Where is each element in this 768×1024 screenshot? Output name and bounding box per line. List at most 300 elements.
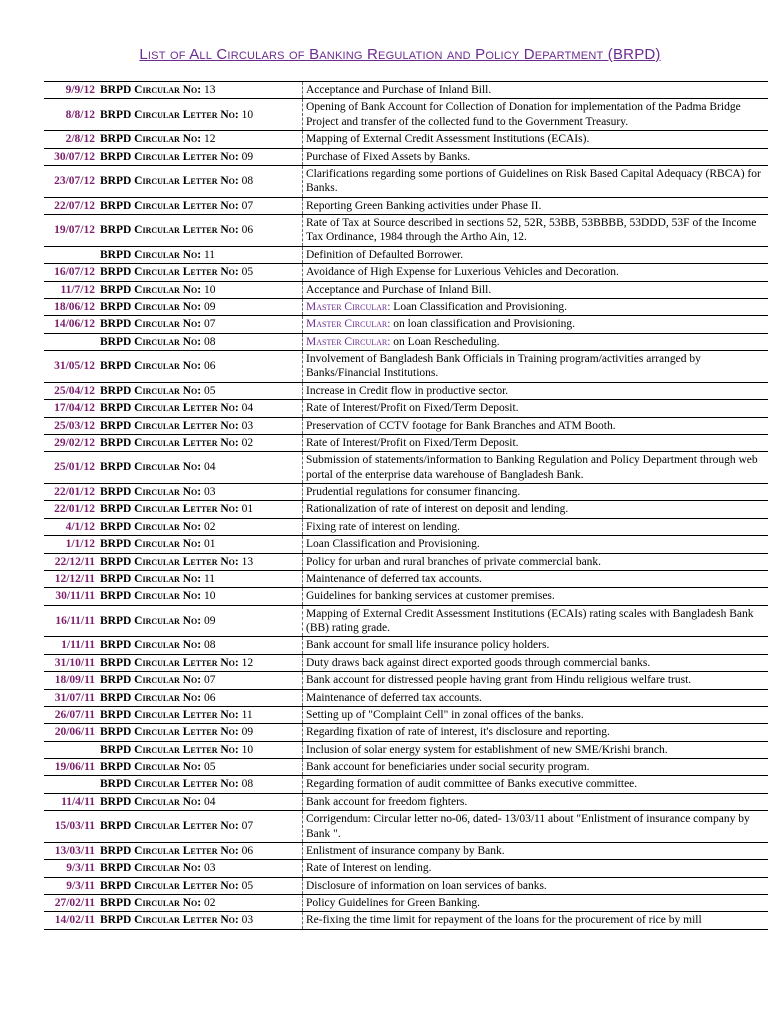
- circular-subject: Loan Classification and Provisioning.: [306, 538, 480, 551]
- circular-type: BRPD Circular Letter No:: [100, 266, 239, 279]
- circular-type: BRPD Circular No:: [100, 674, 202, 687]
- circular-type: BRPD Circular No:: [100, 538, 202, 551]
- circular-subject: Avoidance of High Expense for Luxerious Vehicles and Decoration.: [306, 266, 619, 279]
- circular-date: 8/8/12: [65, 108, 95, 121]
- circular-number: 08: [203, 639, 216, 652]
- circular-date: 9/9/12: [65, 84, 95, 96]
- circular-subject-cell: [303, 215, 768, 247]
- circular-subject-cell: [303, 860, 768, 877]
- table-row: [44, 400, 768, 417]
- circular-date: 18/06/12: [54, 300, 95, 313]
- circular-type-cell: [97, 99, 303, 131]
- circular-type-cell: [97, 518, 303, 535]
- circular-date: 22/01/12: [54, 503, 95, 516]
- circular-type: BRPD Circular No:: [100, 318, 202, 331]
- circular-type-cell: [97, 860, 303, 877]
- circular-type: BRPD Circular No:: [100, 384, 202, 397]
- circular-subject-cell: [303, 281, 768, 298]
- circular-type-cell: [97, 165, 303, 197]
- table-row: [44, 264, 768, 281]
- circular-subject: Rate of Interest/Profit on Fixed/Term Deposit.: [306, 436, 519, 449]
- circular-date: 9/3/11: [66, 879, 95, 892]
- circular-date: [44, 741, 97, 758]
- circular-date: 17/04/12: [54, 402, 95, 415]
- table-row: [44, 281, 768, 298]
- circular-subject-cell: [303, 99, 768, 131]
- circular-type: BRPD Circular Letter No:: [100, 743, 239, 756]
- circular-subject-cell: [303, 351, 768, 383]
- circular-number: 11: [203, 248, 216, 261]
- page-title: List of All Circulars of Banking Regulation and Policy Department (BRPD): [139, 46, 661, 63]
- circular-subject-cell: [303, 246, 768, 263]
- circular-number: 01: [241, 503, 254, 516]
- circular-subject: Maintenance of deferred tax accounts.: [306, 572, 482, 585]
- circular-type-cell: [97, 793, 303, 810]
- circular-type: BRPD Circular No:: [100, 614, 202, 627]
- circular-type: BRPD Circular No:: [100, 84, 202, 96]
- circular-subject-cell: [303, 588, 768, 605]
- table-row: [44, 518, 768, 535]
- table-row: [44, 484, 768, 501]
- circular-subject: Rate of Interest/Profit on Fixed/Term Deposit.: [306, 402, 519, 415]
- circular-type-cell: [97, 741, 303, 758]
- circular-subject-cell: [303, 501, 768, 518]
- circular-subject: Rate of Tax at Source described in sections 52, 52R, 53BB, 53BBBB, 53DDD, 53F of the Income Tax Ordinance, 1984 through the Artho Ain, 12.: [306, 217, 757, 244]
- circular-subject-cell: [303, 706, 768, 723]
- circular-subject: Mapping of External Credit Assessment Institutions (ECAIs) rating scales with Bangladesh Bank (BB) rating grade.: [306, 607, 754, 634]
- table-row: [44, 165, 768, 197]
- circular-type-cell: [97, 759, 303, 776]
- circular-subject-cell: [303, 895, 768, 912]
- circular-subject: Clarifications regarding some portions of Guidelines on Risk Based Capital Adequacy (RBCA) for Banks.: [306, 167, 761, 195]
- circular-subject-cell: [303, 316, 768, 333]
- circular-type-cell: [97, 264, 303, 281]
- circular-type-cell: [97, 82, 303, 99]
- circular-subject-cell: [303, 553, 768, 570]
- table-row: [44, 246, 768, 263]
- circular-subject: Submission of statements/information to Banking Regulation and Policy Department through web portal of the enterprise data warehouse of Bangladesh Bank.: [306, 454, 758, 481]
- circular-type: BRPD Circular Letter No:: [100, 436, 239, 449]
- circular-subject-cell: [303, 518, 768, 535]
- circular-subject: Loan Classification and Provisioning.: [393, 300, 568, 313]
- circular-type: BRPD Circular No:: [100, 862, 202, 875]
- circular-date: 11/4/11: [61, 795, 95, 808]
- circular-number: 02: [241, 436, 254, 449]
- circular-date: [44, 776, 97, 793]
- circular-date: 25/03/12: [54, 419, 95, 432]
- circular-type-cell: [97, 895, 303, 912]
- circular-date: 14/06/12: [54, 318, 95, 331]
- circular-number: 03: [241, 914, 254, 927]
- circular-type-cell: [97, 536, 303, 553]
- circular-number: 13: [203, 84, 216, 96]
- master-circular-label: Master Circular:: [306, 318, 391, 331]
- circular-number: 06: [203, 360, 216, 373]
- circular-subject-cell: [303, 484, 768, 501]
- circular-type: BRPD Circular No:: [100, 590, 202, 603]
- circular-number: 02: [203, 520, 216, 533]
- circular-type-cell: [97, 197, 303, 214]
- circular-type-cell: [97, 434, 303, 451]
- circular-type-cell: [97, 912, 303, 929]
- circular-type-cell: [97, 351, 303, 383]
- circulars-table-body: [44, 82, 768, 930]
- circular-type: BRPD Circular No:: [100, 520, 202, 533]
- table-row: [44, 689, 768, 706]
- circular-number: 08: [241, 175, 254, 188]
- circular-type-cell: [97, 281, 303, 298]
- circular-subject-cell: [303, 570, 768, 587]
- circular-subject-cell: [303, 417, 768, 434]
- circular-type: BRPD Circular Letter No:: [100, 778, 239, 791]
- circular-type: BRPD Circular No:: [100, 897, 202, 909]
- circular-subject-cell: [303, 400, 768, 417]
- circular-type-cell: [97, 148, 303, 165]
- table-row: [44, 197, 768, 214]
- circular-subject: on Loan Rescheduling.: [393, 335, 500, 348]
- circular-type-cell: [97, 706, 303, 723]
- circular-type: BRPD Circular No:: [100, 300, 202, 313]
- circular-subject: Preservation of CCTV footage for Bank Branches and ATM Booth.: [306, 419, 616, 432]
- table-row: [44, 553, 768, 570]
- circular-type-cell: [97, 689, 303, 706]
- table-row: [44, 672, 768, 689]
- circular-subject-cell: [303, 741, 768, 758]
- circular-type-cell: [97, 246, 303, 263]
- circular-type: BRPD Circular Letter No:: [100, 150, 239, 163]
- circular-type: BRPD Circular No:: [100, 761, 202, 773]
- circular-subject-cell: [303, 793, 768, 810]
- table-row: [44, 759, 768, 776]
- table-row: [44, 706, 768, 723]
- circular-type-cell: [97, 842, 303, 859]
- circular-subject: Acceptance and Purchase of Inland Bill.: [306, 84, 492, 96]
- circular-subject: Disclosure of information on loan services of banks.: [306, 879, 547, 892]
- circular-type: BRPD Circular No:: [100, 133, 202, 146]
- table-row: [44, 811, 768, 843]
- circular-type-cell: [97, 570, 303, 587]
- table-row: [44, 417, 768, 434]
- circular-subject-cell: [303, 672, 768, 689]
- circular-type-cell: [97, 553, 303, 570]
- circular-date: 22/01/12: [54, 486, 95, 498]
- circular-date: 25/01/12: [54, 461, 95, 474]
- circular-date: 12/12/11: [54, 572, 95, 585]
- circular-type-cell: [97, 605, 303, 637]
- circular-number: 10: [241, 743, 254, 756]
- table-row: [44, 776, 768, 793]
- circular-date: 22/12/11: [54, 555, 95, 568]
- circular-type-cell: [97, 131, 303, 148]
- circular-subject-cell: [303, 264, 768, 281]
- circular-number: 09: [241, 150, 254, 163]
- circular-subject-cell: [303, 689, 768, 706]
- table-row: [44, 82, 768, 99]
- table-row: [44, 382, 768, 399]
- circular-type: BRPD Circular Letter No:: [100, 555, 239, 568]
- circular-subject-cell: [303, 811, 768, 843]
- circular-subject: Bank account for distressed people having grant from Hindu religious welfare trust.: [306, 674, 692, 687]
- circular-subject-cell: [303, 333, 768, 350]
- circular-number: 05: [241, 879, 254, 892]
- circular-type-cell: [97, 654, 303, 671]
- circular-subject-cell: [303, 165, 768, 197]
- circular-subject: Fixing rate of interest on lending.: [306, 520, 460, 533]
- circular-subject: Rate of Interest on lending.: [306, 862, 432, 875]
- circular-type: BRPD Circular Letter No:: [100, 503, 239, 516]
- circular-subject: Corrigendum: Circular letter no-06, dated- 13/03/11 about "Enlistment of insurance company by Bank ".: [306, 813, 750, 840]
- table-row: [44, 351, 768, 383]
- circular-type-cell: [97, 417, 303, 434]
- circular-date: 27/02/11: [54, 897, 95, 909]
- table-row: [44, 741, 768, 758]
- circular-date: [44, 246, 97, 263]
- circular-subject: Re-fixing the time limit for repayment of the loans for the procurement of rice by mill: [306, 914, 702, 927]
- circular-subject: Bank account for freedom fighters.: [306, 795, 468, 808]
- circular-number: 10: [203, 283, 216, 296]
- circular-date: 31/10/11: [54, 656, 95, 669]
- circular-type: BRPD Circular Letter No:: [100, 108, 239, 121]
- circular-date: 23/07/12: [54, 175, 95, 188]
- circular-number: 03: [203, 486, 216, 498]
- circular-subject: Setting up of "Complaint Cell" in zonal offices of the banks.: [306, 708, 584, 721]
- circular-type-cell: [97, 382, 303, 399]
- circular-type: BRPD Circular Letter No:: [100, 844, 239, 857]
- circular-subject: Mapping of External Credit Assessment Institutions (ECAIs).: [306, 133, 590, 146]
- circular-subject: Bank account for small life insurance policy holders.: [306, 639, 550, 652]
- table-row: [44, 148, 768, 165]
- circular-subject-cell: [303, 452, 768, 484]
- table-row: [44, 316, 768, 333]
- circular-date: 9/3/11: [66, 862, 95, 875]
- circular-type: BRPD Circular No:: [100, 360, 202, 373]
- circular-subject: Opening of Bank Account for Collection of Donation for implementation of the Padma Bridge Project and transfer of the collected fund to the Government Treasury.: [306, 101, 741, 128]
- circular-subject: Rationalization of rate of interest on deposit and lending.: [306, 503, 569, 516]
- master-circular-label: Master Circular:: [306, 300, 391, 313]
- circular-subject: Bank account for beneficiaries under social security program.: [306, 761, 590, 773]
- circular-number: 10: [203, 590, 216, 603]
- circular-type-cell: [97, 452, 303, 484]
- circular-date: 16/11/11: [55, 614, 95, 627]
- circular-subject: Policy for urban and rural branches of private commercial bank.: [306, 555, 602, 568]
- circular-type-cell: [97, 333, 303, 350]
- circular-subject-cell: [303, 131, 768, 148]
- circular-subject-cell: [303, 759, 768, 776]
- circular-subject-cell: [303, 434, 768, 451]
- circular-subject-cell: [303, 298, 768, 315]
- circular-date: 1/11/11: [61, 639, 95, 652]
- circular-number: 08: [203, 335, 216, 348]
- master-circular-label: Master Circular:: [306, 335, 391, 348]
- circular-subject: Maintenance of deferred tax accounts.: [306, 691, 482, 704]
- circular-number: 07: [203, 318, 216, 331]
- circular-subject-cell: [303, 842, 768, 859]
- circular-subject: Increase in Credit flow in productive sector.: [306, 384, 509, 397]
- circular-number: 04: [203, 461, 216, 474]
- circular-subject: Policy Guidelines for Green Banking.: [306, 897, 481, 909]
- circular-date: 1/1/12: [65, 538, 95, 551]
- circular-subject-cell: [303, 912, 768, 929]
- circular-type-cell: [97, 298, 303, 315]
- circular-date: 15/03/11: [54, 820, 95, 833]
- circular-type: BRPD Circular Letter No:: [100, 726, 239, 739]
- table-row: [44, 793, 768, 810]
- circular-number: 05: [203, 761, 216, 773]
- table-row: [44, 912, 768, 929]
- circular-type: BRPD Circular Letter No:: [100, 820, 239, 833]
- circular-type: BRPD Circular Letter No:: [100, 175, 239, 188]
- circular-type-cell: [97, 811, 303, 843]
- circular-type: BRPD Circular No:: [100, 486, 202, 498]
- circular-type-cell: [97, 316, 303, 333]
- circular-subject-cell: [303, 536, 768, 553]
- circular-type: BRPD Circular Letter No:: [100, 199, 239, 212]
- circular-number: 02: [203, 897, 216, 909]
- circular-date: 31/05/12: [54, 360, 95, 373]
- circulars-table: [44, 81, 768, 930]
- circular-subject: Prudential regulations for consumer financing.: [306, 486, 521, 498]
- circular-number: 05: [203, 384, 216, 397]
- circular-type: BRPD Circular No:: [100, 639, 202, 652]
- circular-number: 09: [241, 726, 254, 739]
- circular-type: BRPD Circular Letter No:: [100, 656, 239, 669]
- circular-number: 04: [203, 795, 216, 808]
- table-row: [44, 131, 768, 148]
- circular-number: 05: [241, 266, 254, 279]
- table-row: [44, 877, 768, 894]
- circular-subject: Acceptance and Purchase of Inland Bill.: [306, 283, 492, 296]
- table-row: [44, 99, 768, 131]
- circular-number: 09: [203, 614, 216, 627]
- circular-date: 30/11/11: [55, 590, 95, 603]
- circular-number: 12: [241, 656, 254, 669]
- circular-subject: on loan classification and Provisioning.: [393, 318, 576, 331]
- circular-number: 06: [241, 224, 254, 237]
- circular-date: 18/09/11: [54, 674, 95, 687]
- circular-type: BRPD Circular No:: [100, 248, 202, 261]
- circular-type: BRPD Circular No:: [100, 335, 202, 348]
- circular-type: BRPD Circular No:: [100, 795, 202, 808]
- table-row: [44, 536, 768, 553]
- circular-date: 22/07/12: [54, 199, 95, 212]
- table-row: [44, 654, 768, 671]
- circular-number: 09: [203, 300, 216, 313]
- table-row: [44, 298, 768, 315]
- circular-number: 06: [241, 844, 254, 857]
- table-row: [44, 501, 768, 518]
- table-row: [44, 333, 768, 350]
- table-row: [44, 215, 768, 247]
- circular-number: 03: [203, 862, 216, 875]
- circular-type: BRPD Circular No:: [100, 572, 202, 585]
- circular-date: 16/07/12: [54, 266, 95, 279]
- table-row: [44, 588, 768, 605]
- circular-date: 19/06/11: [54, 761, 95, 773]
- circular-type: BRPD Circular Letter No:: [100, 419, 239, 432]
- circular-subject-cell: [303, 82, 768, 99]
- circular-number: 07: [241, 199, 254, 212]
- circular-subject: Enlistment of insurance company by Bank.: [306, 844, 505, 857]
- circular-type: BRPD Circular No:: [100, 283, 202, 296]
- table-row: [44, 605, 768, 637]
- circular-type-cell: [97, 776, 303, 793]
- circular-number: 11: [203, 572, 216, 585]
- circular-type-cell: [97, 724, 303, 741]
- table-row: [44, 434, 768, 451]
- circular-number: 07: [203, 674, 216, 687]
- circular-date: [44, 333, 97, 350]
- circular-number: 11: [241, 708, 253, 721]
- circular-subject-cell: [303, 724, 768, 741]
- circular-subject: Reporting Green Banking activities under Phase II.: [306, 199, 542, 212]
- circular-type: BRPD Circular Letter No:: [100, 402, 239, 415]
- table-row: [44, 452, 768, 484]
- circular-subject-cell: [303, 148, 768, 165]
- circular-number: 07: [241, 820, 254, 833]
- circular-subject-cell: [303, 382, 768, 399]
- circular-subject: Definition of Defaulted Borrower.: [306, 248, 464, 261]
- circular-subject: Inclusion of solar energy system for establishment of new SME/Krishi branch.: [306, 743, 668, 756]
- circular-subject: Duty draws back against direct exported goods through commercial banks.: [306, 656, 651, 669]
- circular-type-cell: [97, 588, 303, 605]
- circular-type: BRPD Circular Letter No:: [100, 224, 239, 237]
- circular-type: BRPD Circular No:: [100, 691, 202, 704]
- circular-subject-cell: [303, 776, 768, 793]
- table-row: [44, 570, 768, 587]
- circular-number: 01: [203, 538, 216, 551]
- circular-date: 4/1/12: [65, 520, 95, 533]
- circular-subject-cell: [303, 654, 768, 671]
- circular-number: 10: [241, 108, 254, 121]
- circular-number: 06: [203, 691, 216, 704]
- circular-number: 04: [241, 402, 254, 415]
- circular-type-cell: [97, 400, 303, 417]
- circular-type: BRPD Circular No:: [100, 461, 202, 474]
- circular-subject: Purchase of Fixed Assets by Banks.: [306, 150, 471, 163]
- circular-subject: Guidelines for banking services at customer premises.: [306, 590, 555, 603]
- circular-number: 08: [241, 778, 254, 791]
- circular-type-cell: [97, 484, 303, 501]
- circular-number: 03: [241, 419, 254, 432]
- circular-date: 25/04/12: [54, 384, 95, 397]
- circular-type-cell: [97, 672, 303, 689]
- table-row: [44, 724, 768, 741]
- circular-type-cell: [97, 637, 303, 654]
- circular-subject: Regarding fixation of rate of interest, it's disclosure and reporting.: [306, 726, 610, 739]
- circular-subject: Involvement of Bangladesh Bank Officials in Training program/activities arranged by Banks/Financial Institutions.: [306, 353, 701, 380]
- circular-type: BRPD Circular Letter No:: [100, 879, 239, 892]
- table-row: [44, 842, 768, 859]
- circular-type-cell: [97, 877, 303, 894]
- circular-subject-cell: [303, 605, 768, 637]
- table-row: [44, 637, 768, 654]
- circular-type-cell: [97, 501, 303, 518]
- circular-subject-cell: [303, 197, 768, 214]
- circular-date: 14/02/11: [54, 914, 95, 927]
- circular-date: 30/07/12: [54, 150, 95, 163]
- table-row: [44, 860, 768, 877]
- circular-date: 20/06/11: [54, 726, 95, 739]
- circular-subject-cell: [303, 637, 768, 654]
- circular-date: 31/07/11: [54, 691, 95, 704]
- circular-subject-cell: [303, 877, 768, 894]
- circular-type: BRPD Circular Letter No:: [100, 708, 239, 721]
- circular-number: 13: [241, 555, 254, 568]
- circular-date: 2/8/12: [65, 133, 95, 146]
- circular-date: 13/03/11: [54, 844, 95, 857]
- circular-date: 19/07/12: [54, 224, 95, 237]
- circular-date: 11/7/12: [60, 283, 95, 296]
